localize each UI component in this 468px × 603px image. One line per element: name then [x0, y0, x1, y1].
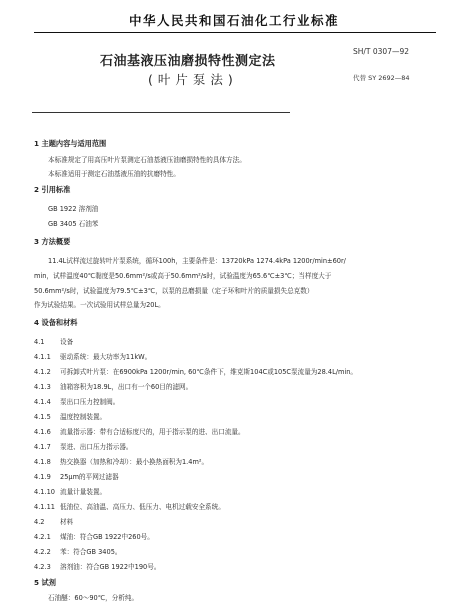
- section-heading-1: 1 主题内容与适用范围: [34, 139, 107, 148]
- item-number: 4.1: [34, 338, 45, 346]
- list-item: [34, 531, 154, 541]
- item-text: 25μm的平网过滤器: [60, 473, 119, 481]
- item-number: 4.1.3: [34, 383, 51, 391]
- list-item: [34, 351, 151, 361]
- header-rule: [34, 32, 436, 33]
- reference-line: GB 1922 溶剂油: [48, 205, 99, 213]
- list-item: [34, 486, 106, 496]
- paragraph-line: 本标准适用于测定石油基液压油的抗磨特性。: [48, 170, 180, 178]
- item-number: 4.1.9: [34, 473, 51, 481]
- item-number: 4.1.5: [34, 413, 51, 421]
- document-title: 石油基液压油磨损特性测定法: [100, 54, 276, 69]
- item-number: 4.2.2: [34, 548, 51, 556]
- list-item: [34, 411, 106, 421]
- item-text: 热交换器（加热和冷却）：最小换热面积为1.4m²。: [60, 458, 209, 466]
- document-subtitle: (叶片泵法): [148, 72, 238, 87]
- paragraph-line: 11.4L试样流过旋转叶片泵系统，循环100h，主要条件是：13720kPa 1274.4kPa 1200r/min±60r/: [48, 257, 346, 265]
- item-number: 4.1.6: [34, 428, 51, 436]
- replaces-standard: 代替 SY 2692—84: [353, 74, 410, 82]
- item-text: 驱动系统：最大功率为11kW。: [60, 353, 152, 361]
- item-text: 溶剂油：符合GB 1922中190号。: [60, 563, 161, 571]
- item-number: 4.1.11: [34, 503, 55, 511]
- list-item: [34, 501, 225, 511]
- paragraph-line: 作为试验结果。一次试验用试样总量为20L。: [34, 301, 165, 309]
- item-number: 4.1.2: [34, 368, 51, 376]
- list-item: [34, 561, 160, 571]
- item-text: 温度控制装置。: [60, 413, 107, 421]
- section-heading-3: 3 方法概要: [34, 237, 71, 246]
- list-item: [34, 456, 208, 466]
- list-item: [34, 396, 119, 406]
- list-item: [34, 471, 119, 481]
- item-number: 4.2: [34, 518, 45, 526]
- list-item: [34, 336, 73, 346]
- paragraph-line: 本标准规定了用高压叶片泵测定石油基液压油磨损特性的具体方法。: [48, 156, 246, 164]
- item-text: 泵进、出口压力指示器。: [60, 443, 133, 451]
- item-text: 流量指示器：带有合适标度尺的，用于指示泵的进、出口流量。: [60, 428, 245, 436]
- reference-line: GB 3405 石油苯: [48, 220, 99, 228]
- item-number: 4.1.8: [34, 458, 51, 466]
- item-text: 低油位、高油温、高压力、低压力、电机过载安全系统。: [60, 503, 225, 511]
- item-text: 设备: [60, 338, 74, 346]
- item-text: 油箱容积为18.9L，出口有一个60目的滤网。: [60, 383, 193, 391]
- item-text: 可拆卸式叶片泵：在6900kPa 1200r/min, 60℃条件下，维克斯104C或105C泵流量为28.4L/min。: [60, 368, 358, 376]
- item-text: 苯：符合GB 3405。: [60, 548, 122, 556]
- section-heading-4: 4 设备和材料: [34, 318, 78, 327]
- section-heading-5: 5 试剂: [34, 578, 56, 587]
- paragraph-line: min，试样温度40℃黏度是50.6mm²/s或高于50.6mm²/s时，试验温度为65.6℃±3℃；当样度大于: [34, 272, 332, 280]
- list-item: [34, 426, 245, 436]
- section-heading-2: 2 引用标准: [34, 185, 71, 194]
- list-item: [34, 516, 73, 526]
- paragraph-line: 石油醚：60～90℃，分析纯。: [48, 594, 139, 602]
- item-number: 4.1.1: [34, 353, 51, 361]
- item-number: 4.2.1: [34, 533, 51, 541]
- item-number: 4.1.7: [34, 443, 51, 451]
- list-item: [34, 366, 357, 376]
- item-number: 4.2.3: [34, 563, 51, 571]
- item-number: 4.1.4: [34, 398, 51, 406]
- title-rule: [32, 112, 290, 113]
- item-number: 4.1.10: [34, 488, 55, 496]
- paragraph-line: 50.6mm²/s时，试验温度为79.5℃±3℃，以泵的总磨损量（定子环和叶片的质量损失总克数）: [34, 287, 314, 295]
- list-item: [34, 441, 133, 451]
- item-text: 流量计量装置。: [60, 488, 107, 496]
- standard-code: SH/T 0307—92: [353, 47, 410, 56]
- item-text: 泵出口压力控制阀。: [60, 398, 120, 406]
- item-text: 材料: [60, 518, 74, 526]
- standard-organization-header: 中华人民共和国石油化工行业标准: [128, 13, 339, 28]
- list-item: [34, 546, 121, 556]
- item-text: 煤油：符合GB 1922中260号。: [60, 533, 154, 541]
- list-item: [34, 381, 192, 391]
